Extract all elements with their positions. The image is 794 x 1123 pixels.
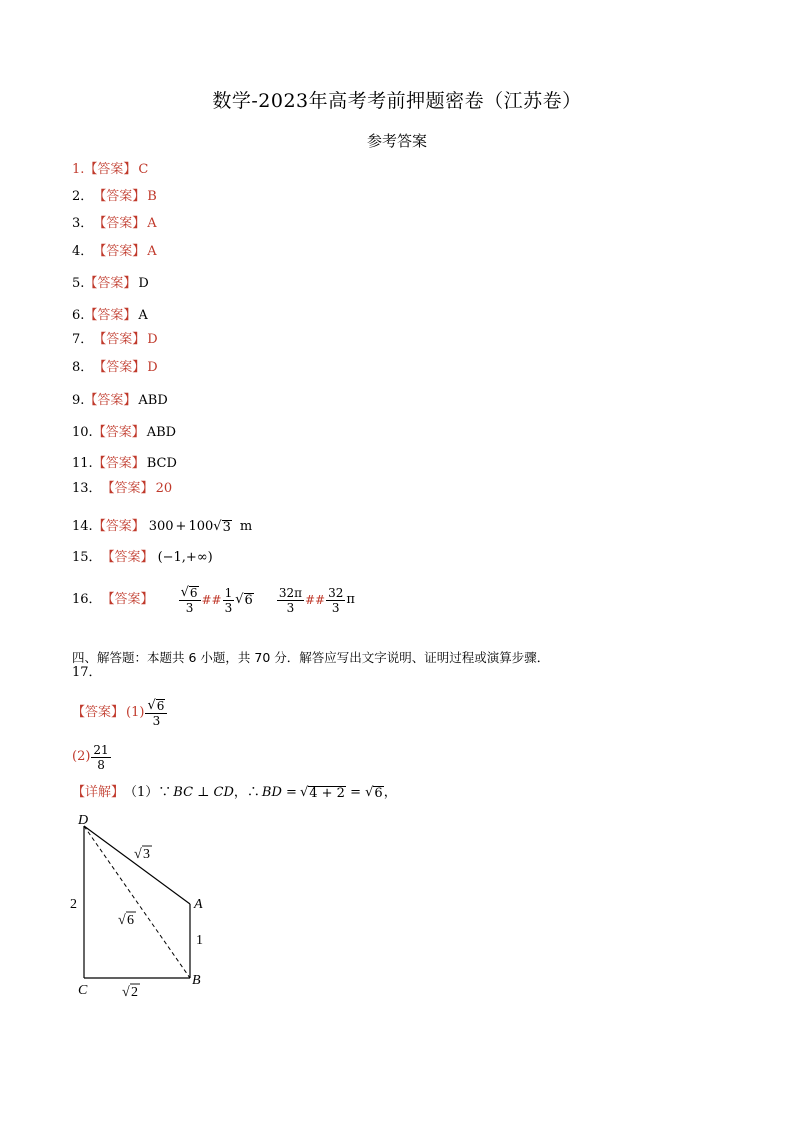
svg-text:√: √: [122, 985, 130, 1000]
answer-tag: 【答案】: [92, 425, 145, 440]
sqrt-3: √ 3: [213, 519, 231, 535]
answer-number: 14.: [72, 519, 93, 534]
answer-row: [72, 188, 157, 206]
answer-tag: 【答案】: [93, 360, 146, 375]
answer-value: A: [147, 216, 157, 231]
separator: ##: [201, 593, 222, 607]
part-label: (1): [126, 705, 145, 720]
answer-value: ABD: [138, 393, 168, 408]
part-label: (2): [72, 749, 91, 764]
answer-row: [72, 480, 172, 498]
answer-value: ABD: [146, 425, 177, 440]
vertex-D: D: [78, 813, 89, 828]
fraction-32-over-3: $\frac{32}{3}$: [328, 585, 344, 615]
answer-number: 7．: [72, 332, 94, 347]
fraction-21-over-8: $\frac{21}{8}$: [93, 742, 109, 772]
answer-row: [72, 243, 157, 261]
answer-value: BCD: [146, 456, 177, 471]
svg-text:2: 2: [131, 985, 138, 1000]
length-CD: 2: [70, 897, 77, 912]
answer-tag: 【答案】: [92, 456, 145, 471]
answer-number: 6.: [72, 308, 85, 323]
answer-value: A: [147, 244, 157, 259]
answer-tag: 【答案】: [101, 481, 154, 496]
answer-value: B: [147, 189, 157, 204]
answer-tag: 【答案】: [84, 393, 137, 408]
question-17-number: 17．: [72, 665, 102, 680]
answer-tag: 【答案】: [93, 332, 146, 347]
document-subtitle: 参考答案: [366, 132, 427, 150]
answer-row: [72, 275, 149, 293]
sqrt-6: √ 6: [365, 785, 383, 801]
answer-value: D: [147, 332, 158, 347]
vertex-B: B: [192, 973, 201, 988]
answer-number: 9.: [72, 393, 85, 408]
answer-value: 20: [155, 481, 173, 496]
answer-tag: 【答案】: [84, 276, 137, 291]
document-title: 数学-2023年高考考前押题密卷（江苏卷）: [212, 90, 582, 112]
answer-tag: 【答案】: [92, 519, 145, 534]
answer-tag: 【答案】: [93, 189, 146, 204]
answer-value: D: [138, 276, 149, 291]
answer-value: C: [138, 162, 149, 177]
answer-tag: 【答案】: [84, 162, 137, 177]
answer-row-15: [72, 549, 213, 567]
answer-value-b: 100: [188, 519, 214, 534]
answer-value: D: [147, 360, 158, 375]
equals-sign: =: [345, 785, 366, 800]
detail-math: BD =: [261, 785, 297, 800]
answer-row: [72, 331, 158, 349]
answer-17-part1: [72, 696, 168, 730]
answer-row: [72, 424, 176, 442]
answer-tag: 【答案】: [72, 705, 125, 720]
answer-value: A: [138, 308, 148, 323]
answer-number: 11.: [72, 456, 93, 471]
answer-tag: 【答案】: [93, 216, 146, 231]
side-AD: [84, 826, 190, 904]
answer-value-a: 300: [148, 519, 174, 534]
answer-number: 3．: [72, 216, 94, 231]
answer-number: 16．: [72, 592, 102, 607]
answer-number: 5.: [72, 276, 85, 291]
separator: ##: [304, 593, 326, 607]
section-heading: 四、解答题：本题共 6 小题，共 70 分．解答应写出文字说明、证明过程或演算步骤．: [72, 650, 550, 665]
answer-row: [72, 455, 177, 473]
answer-number: 1.: [72, 162, 85, 177]
svg-text:6: 6: [127, 913, 134, 928]
answer-number: 8．: [72, 360, 94, 375]
fraction-1-over-3: $\frac{1}{3}$: [224, 585, 233, 615]
svg-text:√: √: [118, 913, 126, 928]
answer-row: [72, 307, 148, 325]
detail-math: BC ⊥ CD: [173, 785, 234, 800]
answer-number: 13．: [72, 481, 102, 496]
sqrt-4-plus-2: √ 4 + 2: [299, 785, 345, 801]
pi-symbol: π: [346, 592, 355, 607]
answer-row-16: [72, 582, 355, 618]
detail-text: （1）∵: [124, 785, 172, 800]
length-CB: [122, 984, 140, 1000]
sqrt-6: √ 6: [235, 592, 253, 608]
fraction-sqrt6-over-3: √ 6 3: [179, 585, 201, 615]
answer-row: [72, 161, 148, 179]
quadrilateral-figure: [60, 806, 230, 1006]
detail-text: ，: [383, 785, 397, 800]
detail-text: ，∴: [233, 785, 260, 800]
answer-row: [72, 392, 168, 410]
answer-number: 15．: [72, 550, 102, 565]
detail-tag: 【详解】: [72, 785, 125, 800]
answer-tag: 【答案】: [93, 244, 146, 259]
answer-tag: 【答案】: [101, 550, 154, 565]
length-DA: [134, 846, 152, 862]
svg-text:3: 3: [143, 847, 150, 862]
unit: m: [239, 519, 253, 534]
length-AB: 1: [196, 933, 203, 948]
answer-number: 2．: [72, 189, 94, 204]
plus-sign: +: [175, 519, 187, 534]
svg-text:√: √: [134, 847, 142, 862]
answer-row-14: [72, 518, 252, 536]
answer-number: 10.: [72, 425, 93, 440]
vertex-A: A: [194, 897, 203, 912]
answer-number: 4．: [72, 244, 94, 259]
detail-line: [72, 784, 397, 802]
answer-value: (−1,+∞): [157, 550, 213, 565]
answer-17-part2: [72, 740, 112, 774]
fraction-sqrt6-over-3: √ 6 3: [145, 698, 167, 728]
answer-row: [72, 215, 157, 233]
answer-tag: 【答案】: [101, 592, 154, 607]
fraction-32pi-over-3: $\frac{32\pi}{3}$: [278, 585, 302, 615]
answer-row: [72, 359, 158, 377]
answer-tag: 【答案】: [84, 308, 137, 323]
vertex-C: C: [78, 983, 88, 998]
length-BD: [118, 912, 136, 928]
